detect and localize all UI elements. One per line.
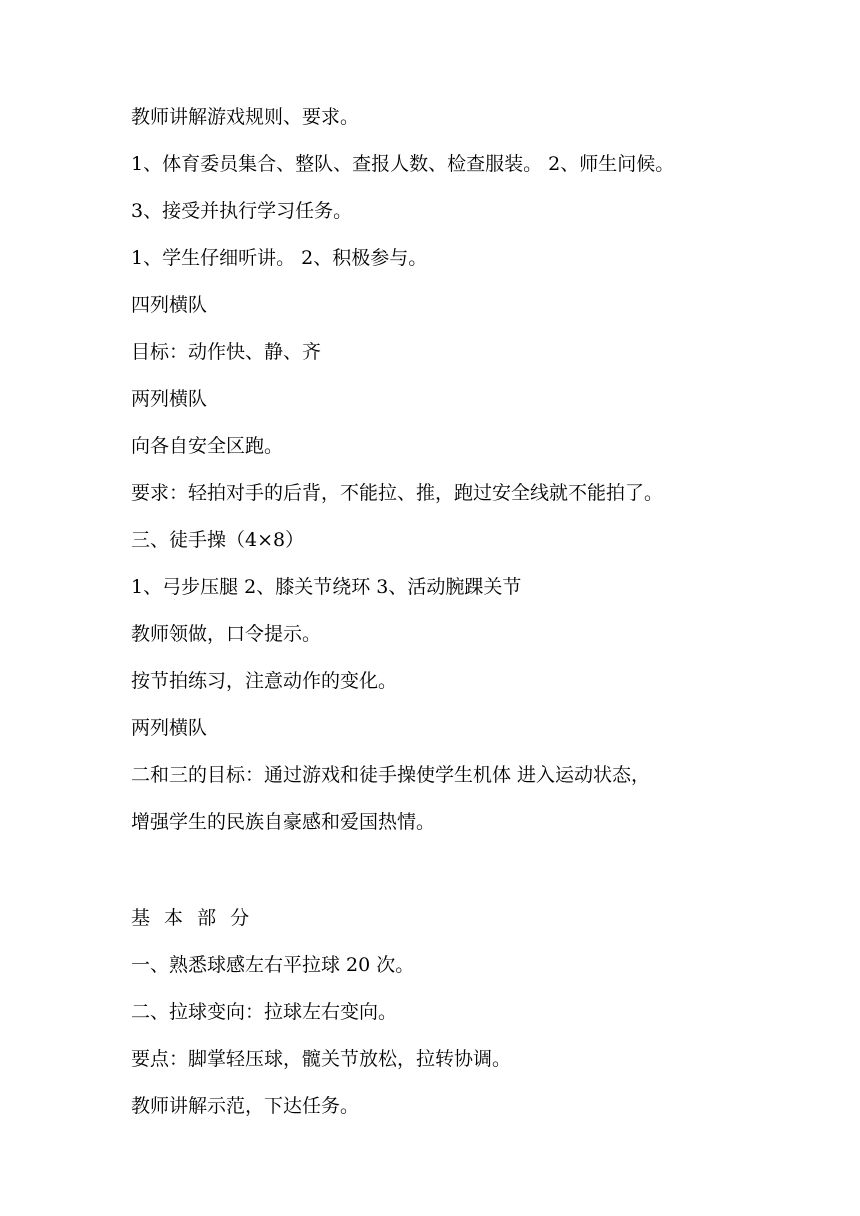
text-line: 1、体育委员集合、整队、查报人数、检查服装。 2、师生问候。 [131, 153, 675, 175]
text-line: 要点：脚掌轻压球，髋关节放松，拉转协调。 [131, 1048, 512, 1070]
text-line: 1、弓步压腿 2、膝关节绕环 3、活动腕踝关节 [131, 576, 522, 598]
text-line: 二和三的目标：通过游戏和徒手操使学生机体 进入运动状态， [131, 764, 651, 786]
text-line: 一、熟悉球感左右平拉球 20 次。 [131, 954, 415, 976]
text-line: 教师讲解游戏规则、要求。 [131, 106, 360, 128]
text-line: 3、接受并执行学习任务。 [131, 200, 353, 222]
text-line: 向各自安全区跑。 [131, 435, 284, 457]
text-line: 三、徒手操（4×8） [131, 529, 305, 551]
paragraph-gap [131, 856, 811, 905]
text-line: 1、学生仔细听讲。 2、积极参与。 [131, 247, 428, 269]
text-line: 教师领做，口令提示。 [131, 623, 322, 645]
text-line: 教师讲解示范，下达任务。 [131, 1095, 360, 1117]
text-line: 四列横队 [131, 294, 208, 316]
text-line: 要求：轻拍对手的后背，不能拉、推，跑过安全线就不能拍了。 [131, 482, 664, 504]
text-line: 两列横队 [131, 388, 208, 410]
text-line: 两列横队 [131, 717, 208, 739]
text-line: 二、拉球变向：拉球左右变向。 [131, 1001, 398, 1023]
document-body [131, 104, 811, 1140]
text-line: 目标：动作快、静、齐 [131, 341, 322, 363]
text-line: 按节拍练习，注意动作的变化。 [131, 670, 398, 692]
section-heading: 基 本 部 分 [131, 907, 254, 929]
text-line: 增强学生的民族自豪感和爱国热情。 [131, 811, 436, 833]
